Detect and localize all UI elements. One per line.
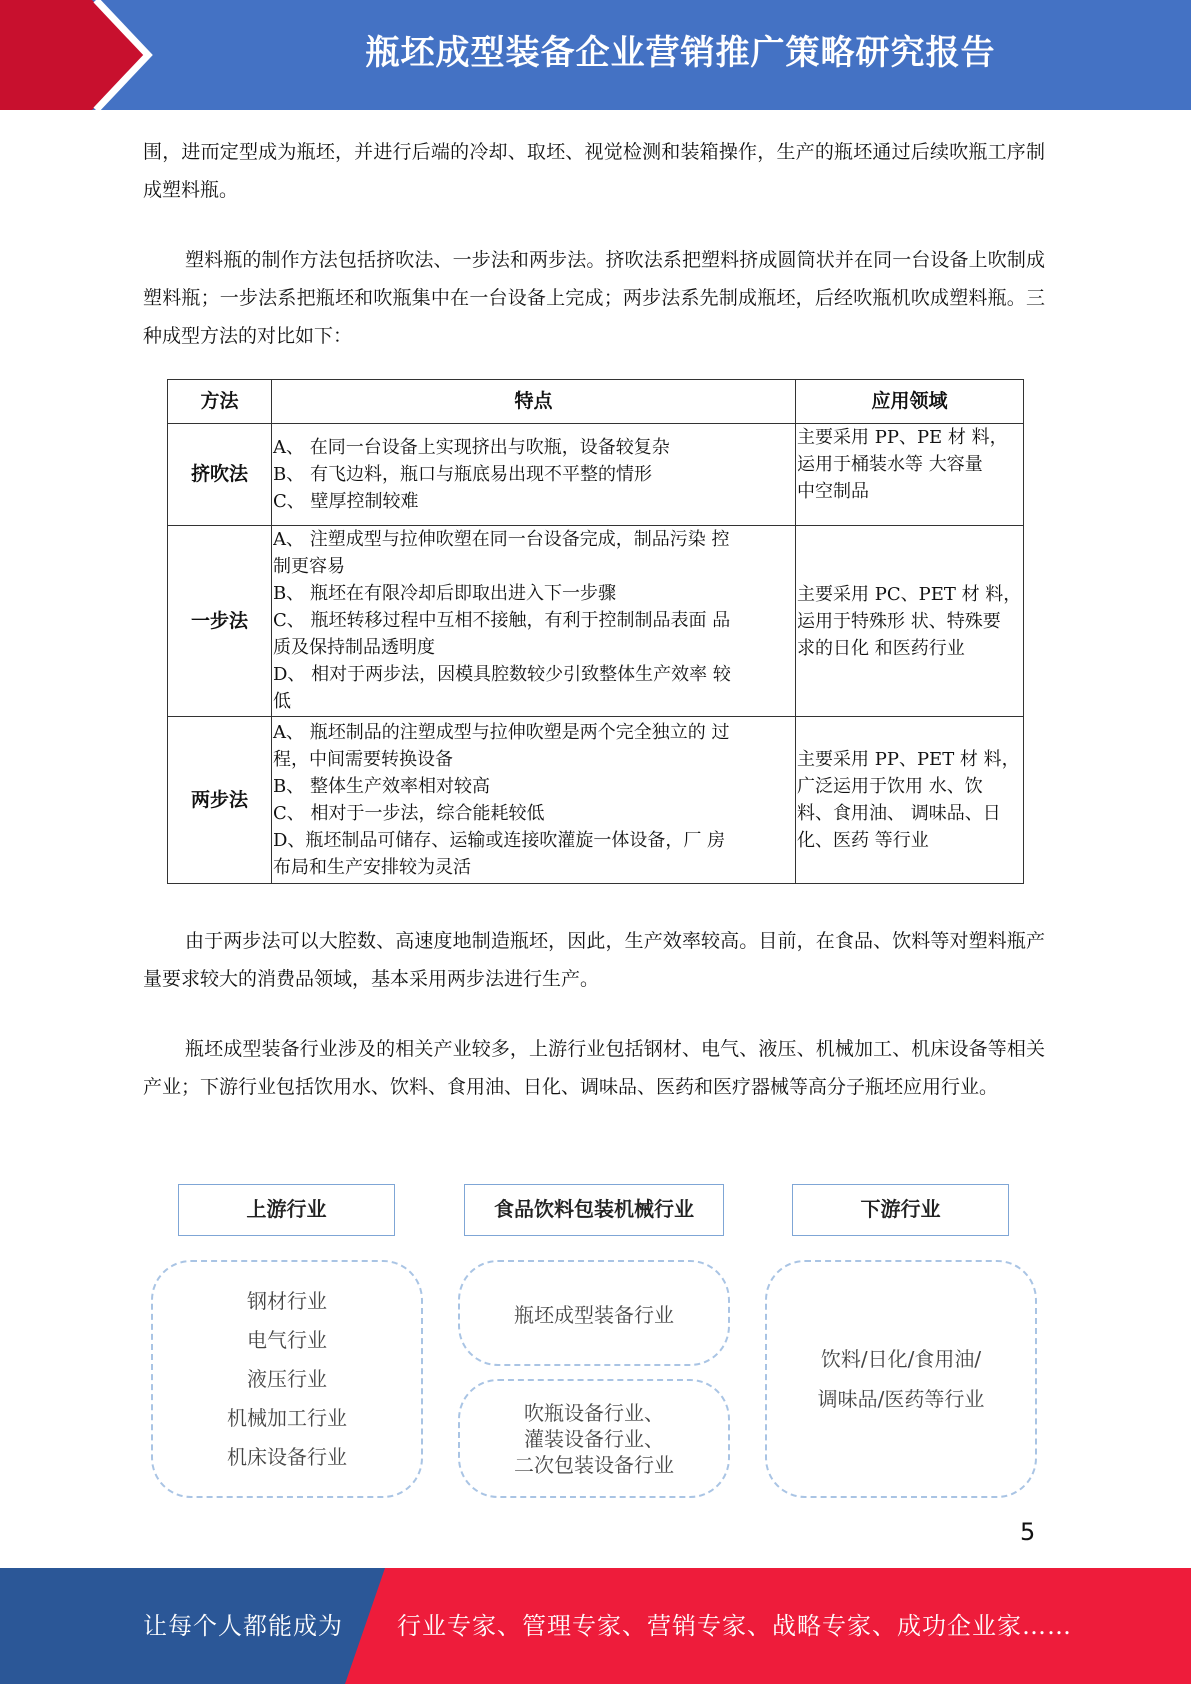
feature-line: B、 有飞边料，瓶口与瓶底易出现不平整的情形 <box>273 464 652 485</box>
middle-item: 瓶坯成型装备行业 <box>514 1302 674 1327</box>
feature-line: C、 相对于一步法，综合能耗较低 <box>273 803 545 824</box>
feature-line: D、 相对于两步法，因模具腔数较少引致整体生产效率 较 <box>273 664 731 685</box>
header-red-shape <box>0 0 150 110</box>
feature-line: D、瓶坯制品可储存、运输或连接吹灌旋一体设备，厂 房 <box>273 830 726 851</box>
features-cell <box>272 424 796 526</box>
paragraph-1: 围，进而定型成为瓶坯，并进行后端的冷却、取坯、视觉检测和装箱操作，生产的瓶坯通过后续吹瓶工序制成塑料瓶。 <box>143 141 1045 201</box>
upstream-item: 液压行业 <box>247 1366 327 1391</box>
upstream-items-box <box>151 1260 423 1498</box>
middle-bottom-box <box>458 1379 730 1498</box>
table-header-features: 特点 <box>272 380 796 424</box>
page-header <box>0 0 1191 110</box>
features-cell <box>272 717 796 884</box>
paragraph-2: 塑料瓶的制作方法包括挤吹法、一步法和两步法。挤吹法系把塑料挤成圆筒状并在同一台设备上吹制成塑料瓶；一步法系把瓶坯和吹瓶集中在一台设备上完成；两步法系先制成瓶坯，后经吹瓶机吹成塑料瓶。三种成型方法的对比如下： <box>143 249 1045 347</box>
upstream-item: 机械加工行业 <box>227 1405 347 1430</box>
application-line: 求的日化 和医药行业 <box>797 637 965 659</box>
features-clip <box>273 526 794 716</box>
middle-item: 灌装设备行业、 <box>524 1426 664 1451</box>
feature-line: B、 瓶坯在有限冷却后即取出进入下一步骤 <box>273 583 616 604</box>
method-cell: 挤吹法 <box>168 424 272 526</box>
upstream-item: 钢材行业 <box>247 1288 327 1313</box>
middle-item: 吹瓶设备行业、 <box>524 1400 664 1425</box>
feature-line: 质及保持制品透明度 <box>273 637 435 658</box>
page-number: 5 <box>1020 1518 1036 1546</box>
application-line: 中空制品 <box>797 481 869 502</box>
application-line: 主要采用 PP、PET 材 料， <box>797 749 1020 770</box>
table-header-application: 应用领域 <box>796 380 1024 424</box>
feature-line: 低 <box>273 691 291 712</box>
feature-line: 程，中间需要转换设备 <box>273 749 453 770</box>
page-footer <box>0 1568 1191 1684</box>
table-row <box>168 526 1024 717</box>
upstream-item: 机床设备行业 <box>227 1444 347 1469</box>
feature-line: C、 瓶坯转移过程中互相不接触，有利于控制制品表面 品 <box>273 610 731 631</box>
paragraph-3: 由于两步法可以大腔数、高速度地制造瓶坯，因此，生产效率较高。目前，在食品、饮料等对塑料瓶产量要求较大的消费品领域，基本采用两步法进行生产。 <box>143 930 1045 990</box>
application-line: 主要采用 PP、PE 材 料， <box>797 427 1008 448</box>
middle-top-box <box>458 1260 730 1366</box>
middle-item: 二次包装设备行业 <box>514 1452 674 1477</box>
application-line: 化、医药 等行业 <box>797 830 929 851</box>
method-cell: 一步法 <box>168 526 272 717</box>
report-title: 瓶坯成型装备企业营销推广策略研究报告 <box>365 33 996 73</box>
method-comparison-table <box>167 379 1024 884</box>
middle-title-box: 食品饮料包装机械行业 <box>464 1184 724 1236</box>
upstream-title-box: 上游行业 <box>178 1184 395 1236</box>
feature-line: A、 瓶坯制品的注塑成型与拉伸吹塑是两个完全独立的 过 <box>273 722 730 743</box>
application-line: 运用于特殊形 状、特殊要 <box>797 610 1001 632</box>
table-header-method: 方法 <box>168 380 272 424</box>
paragraph-4: 瓶坯成型装备行业涉及的相关产业较多，上游行业包括钢材、电气、液压、机械加工、机床设备等相关产业；下游行业包括饮用水、饮料、食用油、日化、调味品、医药和医疗器械等高分子瓶坯应用行业。 <box>143 1038 1045 1098</box>
application-cell <box>796 717 1024 884</box>
application-line: 运用于桶装水等 大容量 <box>797 454 983 475</box>
feature-line: C、 壁厚控制较难 <box>273 491 419 512</box>
upstream-item: 电气行业 <box>247 1327 327 1352</box>
application-cell <box>796 526 1024 717</box>
feature-line: 制更容易 <box>273 556 345 577</box>
table-row <box>168 424 1024 526</box>
downstream-item: 调味品/医药等行业 <box>817 1387 985 1411</box>
table-header-row <box>168 380 1024 424</box>
application-line: 料、食用油、 调味品、日 <box>797 803 1001 824</box>
features-cell <box>272 526 796 717</box>
footer-slogan-left: 让每个人都能成为 <box>143 1612 343 1640</box>
table-row <box>168 717 1024 884</box>
application-line: 广泛运用于饮用 水、饮 <box>797 776 983 797</box>
feature-line: 布局和生产安排较为灵活 <box>273 857 471 878</box>
feature-line: A、 注塑成型与拉伸吹塑在同一台设备完成，制品污染 控 <box>273 529 730 550</box>
feature-line: A、 在同一台设备上实现挤出与吹瓶，设备较复杂 <box>273 437 670 458</box>
footer-slogan-right: 行业专家、管理专家、营销专家、战略专家、成功企业家…… <box>397 1612 1072 1640</box>
downstream-items-box <box>765 1260 1037 1498</box>
application-line: 主要采用 PC、PET 材 料， <box>797 583 1022 605</box>
downstream-title-box: 下游行业 <box>792 1184 1009 1236</box>
method-cell: 两步法 <box>168 717 272 884</box>
feature-line: B、 整体生产效率相对较高 <box>273 776 490 797</box>
application-cell <box>796 424 1024 526</box>
downstream-item: 饮料/日化/食用油/ <box>820 1347 982 1371</box>
